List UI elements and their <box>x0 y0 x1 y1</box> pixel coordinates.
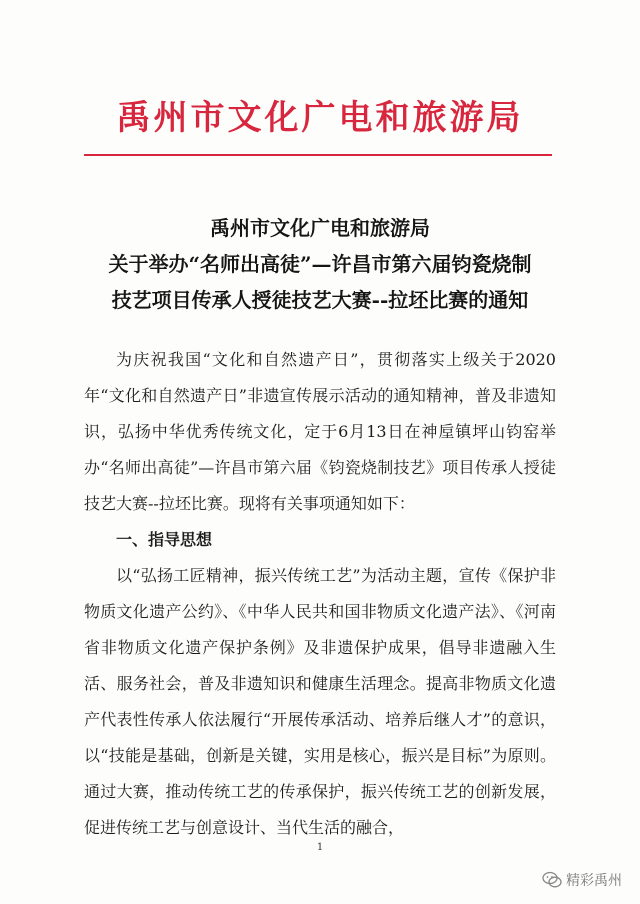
document-body <box>84 342 556 846</box>
watermark-text: 精彩禹州 <box>566 873 622 889</box>
title-line: 技艺项目传承人授徒技艺大赛--拉坯比赛的通知 <box>111 288 529 312</box>
letterhead-title: 禹州市文化广电和旅游局 <box>116 98 524 138</box>
page-number: 1 <box>316 842 324 853</box>
letterhead-divider <box>84 154 552 156</box>
document-title <box>60 210 580 318</box>
title-line: 禹州市文化广电和旅游局 <box>210 216 430 240</box>
title-line: 关于举办“名师出高徒”—许昌市第六届钧瓷烧制 <box>108 252 532 276</box>
watermark <box>542 870 622 890</box>
section-heading: 一、指导思想 <box>116 530 213 549</box>
wechat-icon <box>542 871 562 889</box>
intro-paragraph: 为庆祝我国“文化和自然遗产日”，贯彻落实上级关于2020年“文化和自然遗产日”非遗宣传展示活动的通知精神，普及非遗知识，弘扬中华优秀传统文化，定于6月13日在神垕镇坪山钧窑举办“名师出高徒”—许昌市第六届《钧瓷烧制技艺》项目传承人授徒技艺大赛--拉坯比赛。现将有关事项通知如下： <box>84 350 556 513</box>
section-paragraph: 以“弘扬工匠精神，振兴传统工艺”为活动主题，宣传《保护非物质文化遗产公约》、《中华人民共和国非物质文化遗产法》、《河南省非物质文化遗产保护条例》及非遗保护成果，倡导非遗融入生活、服务社会，普及非遗知识和健康生活理念。提高非物质文化遗产代表性传承人依法履行“开展传承活动、培养后继人才”的意识，以“技能是基础，创新是关键，实用是核心，振兴是目标”为原则。通过大赛，推动传统工艺的传承保护，振兴传统工艺的创新发展，促进传统工艺与创意设计、当代生活的融合， <box>84 566 556 837</box>
